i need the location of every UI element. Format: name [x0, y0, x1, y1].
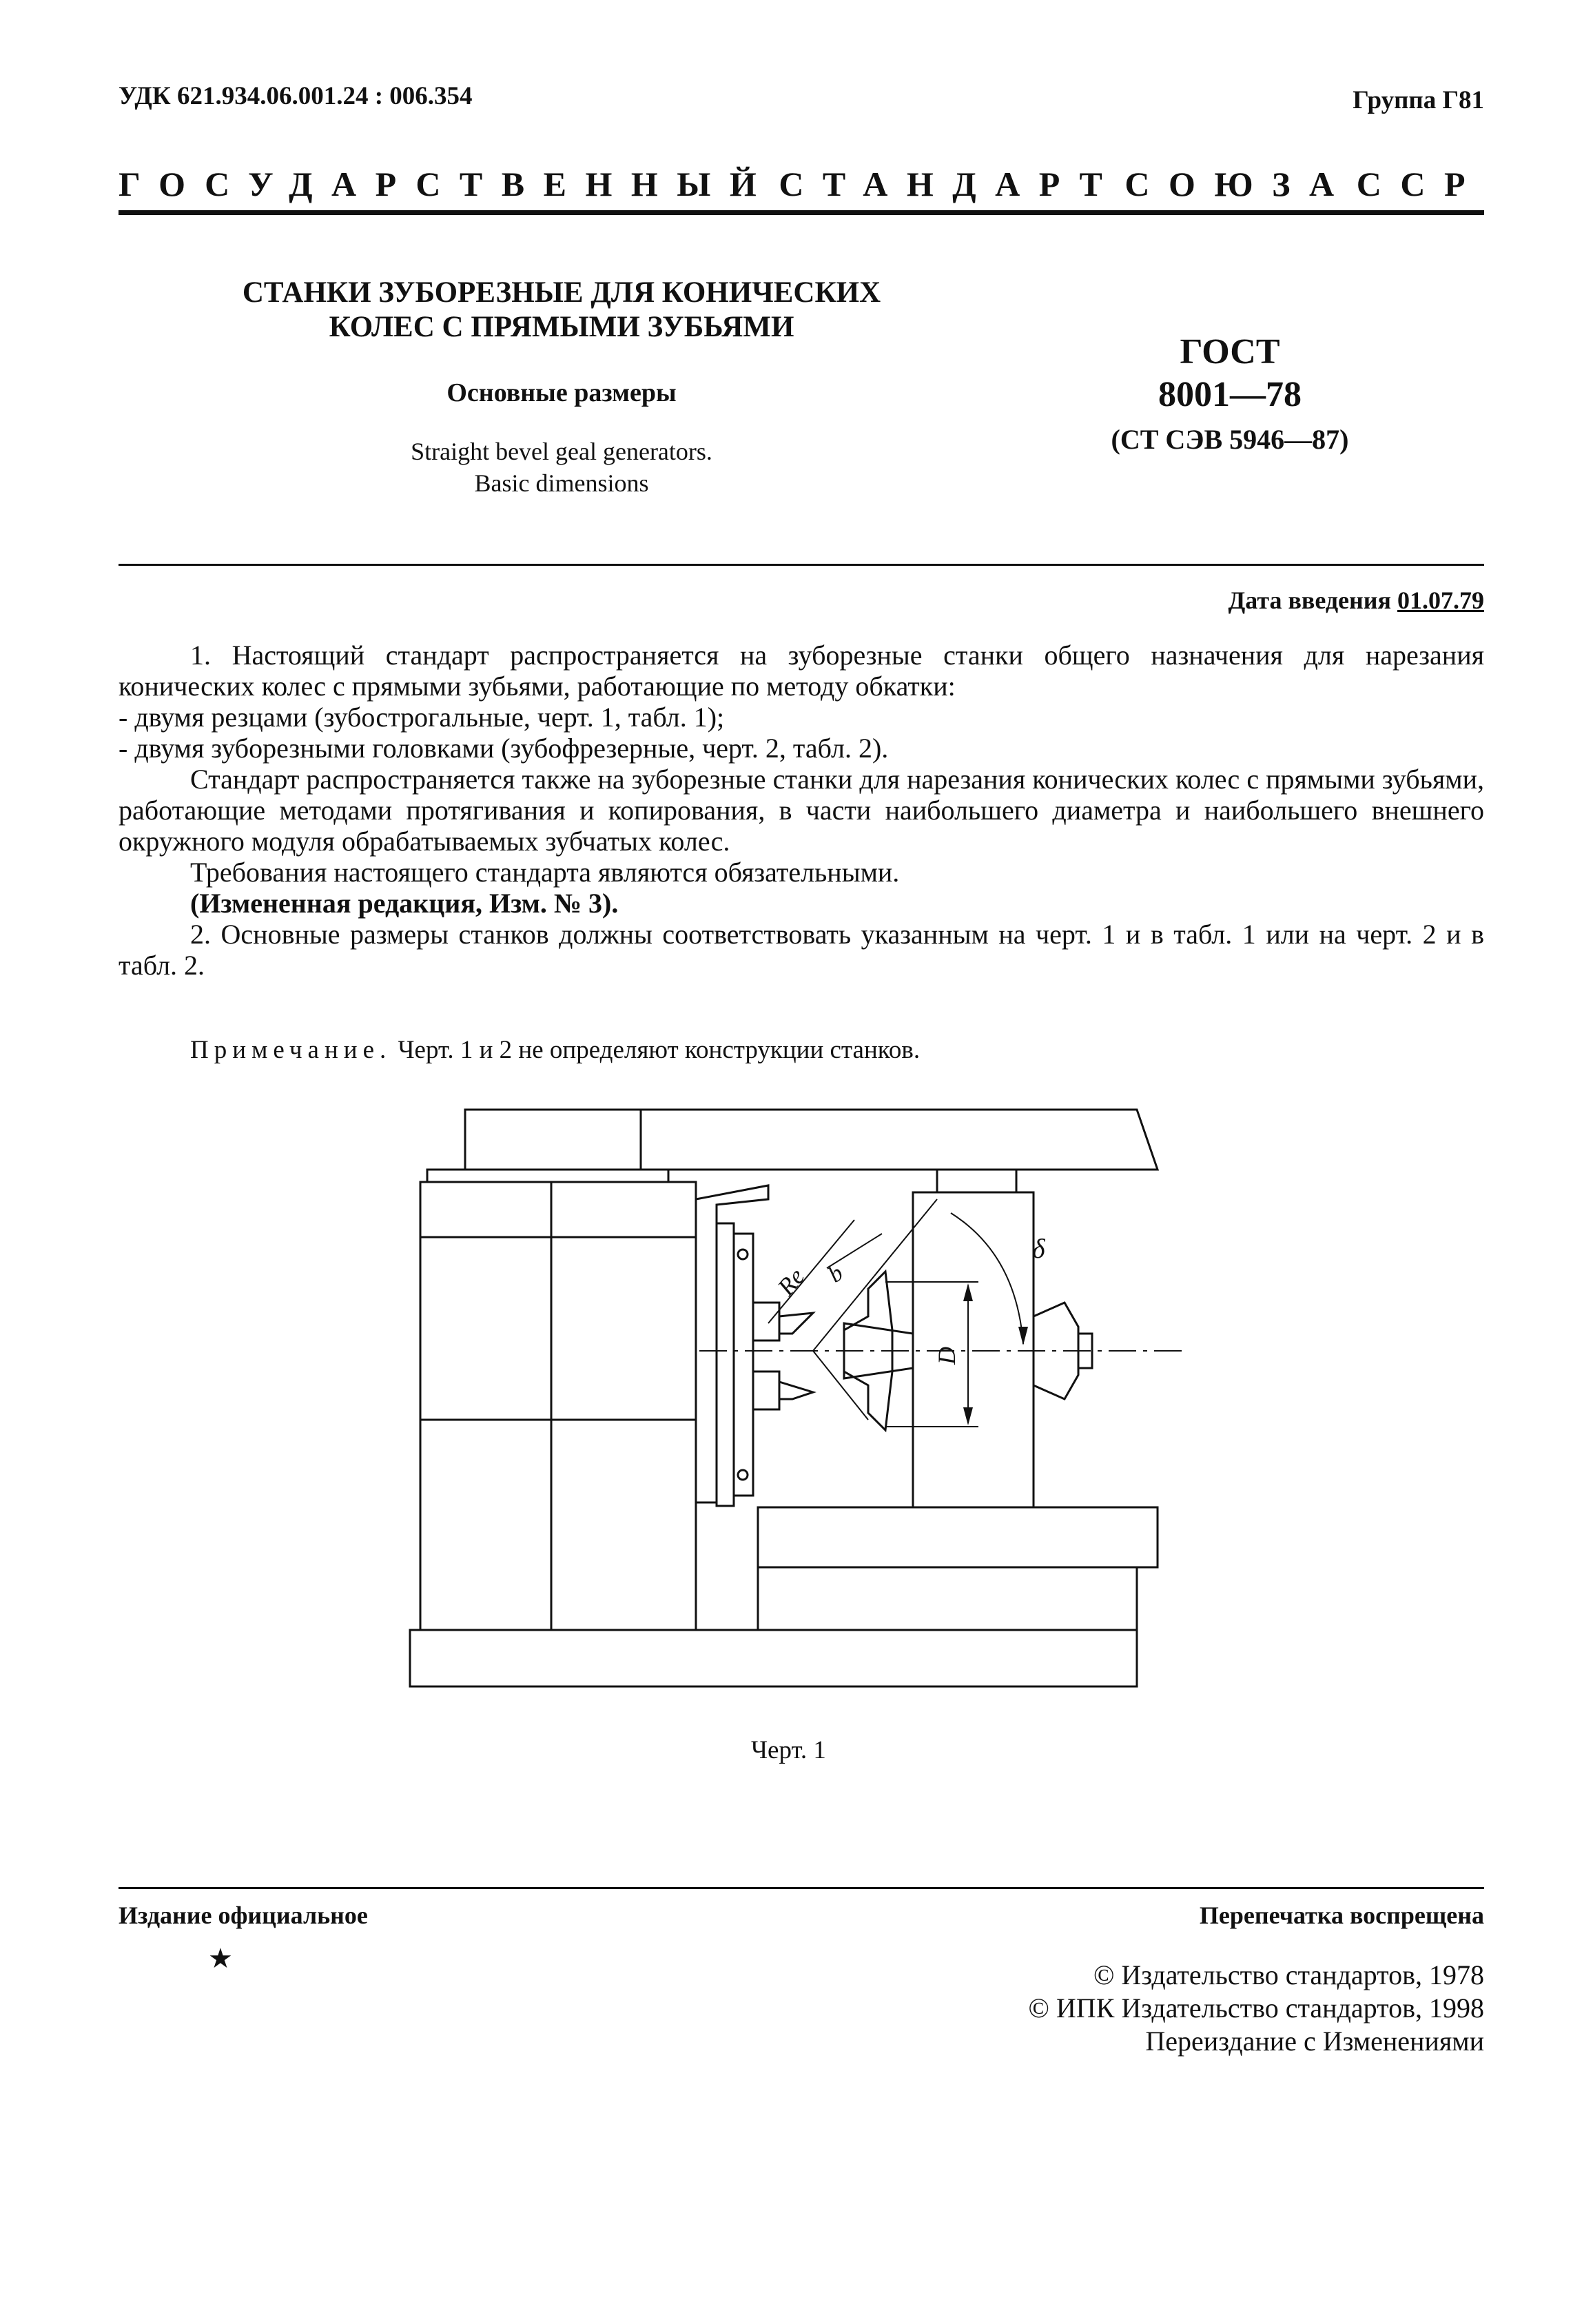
intro-date-label: Дата введения — [1228, 587, 1391, 614]
workhead-column — [913, 1192, 1034, 1507]
intro-date — [1229, 586, 1485, 615]
delta-arrow — [1018, 1327, 1028, 1345]
tool-slide-top — [753, 1303, 779, 1341]
cone-line-lower — [813, 1351, 868, 1420]
cradle-plate — [717, 1223, 734, 1506]
right-table — [758, 1507, 1158, 1567]
copyright-2: © ИПК Издательство стандартов, 1998 — [1028, 1992, 1484, 2024]
english-title — [207, 436, 916, 499]
d-arrow-top — [963, 1283, 973, 1301]
footer-rule — [119, 1887, 1484, 1889]
machine-drawing — [386, 1096, 1213, 1702]
note-label: Примечание. — [190, 1036, 392, 1064]
left-column — [420, 1182, 696, 1630]
document-subtitle: Основные размеры — [446, 378, 677, 407]
state-word: СТАНДАРТ — [779, 165, 1122, 203]
middle-rule — [119, 564, 1484, 566]
delta-angle-arc — [951, 1213, 1023, 1344]
paragraph-7: 2. Основные размеры станков должны соответствовать указанным на черт. 1 и в табл. 1 или на черт. 2 и в табл. 2. — [119, 919, 1484, 981]
tool-slide-bottom — [753, 1372, 779, 1409]
cutter-top — [779, 1313, 813, 1334]
title-line-2: КОЛЕС С ПРЯМЫМИ ЗУБЬЯМИ — [329, 311, 794, 343]
cradle-bracket — [696, 1185, 768, 1502]
cradle-body — [734, 1234, 753, 1496]
figure-caption: Черт. 1 — [751, 1736, 826, 1764]
title-line-1: СТАНКИ ЗУБОРЕЗНЫЕ ДЛЯ КОНИЧЕСКИХ — [242, 276, 881, 309]
gost-designation — [1034, 331, 1426, 456]
cutter-bottom — [779, 1382, 813, 1399]
note — [190, 1035, 920, 1065]
label-d: D — [933, 1347, 960, 1365]
workhead-cap — [937, 1170, 1016, 1192]
document-title — [207, 276, 916, 345]
bolt-bottom — [738, 1470, 748, 1480]
gost-label: ГОСТ — [1180, 332, 1280, 371]
bolt-top — [738, 1250, 748, 1259]
top-beam-right — [641, 1110, 1158, 1170]
intro-date-value: 01.07.79 — [1397, 587, 1484, 614]
group-code: Группа Г81 — [1353, 86, 1484, 114]
left-column-cap — [427, 1170, 668, 1182]
paragraph-1: 1. Настоящий стандарт распространяется на зуборезные станки общего назначения для нарезания конических колес с прямыми зубьями, работающие по методу обкатки: — [119, 640, 1484, 702]
copyright-1: © Издательство стандартов, 1978 — [1093, 1959, 1484, 1990]
state-word: СОЮЗА — [1124, 165, 1353, 203]
note-text: Черт. 1 и 2 не определяют конструкции станков. — [391, 1036, 921, 1064]
reprint-prohibited: Перепечатка воспрещена — [1199, 1902, 1484, 1929]
top-beam-left — [465, 1110, 641, 1170]
paragraph-3: - двумя зуборезными головками (зубофрезерные, черт. 2, табл. 2). — [119, 733, 889, 764]
machine-base — [410, 1630, 1137, 1686]
paragraph-4: Стандарт распространяется также на зуборезные станки для нарезания конических колес с прямыми зубьями, работающие методами протягивания и копирования, в части наибольшего диаметра и наибольшего внешнего окружного модуля обрабатываемых зубчатых колес. — [119, 764, 1484, 857]
star-icon: ★ — [208, 1943, 233, 1974]
paragraph-2: - двумя резцами (зубострогальные, черт. 1, табл. 1); — [119, 702, 725, 733]
label-b: b — [823, 1260, 848, 1288]
udk-code: УДК 621.934.06.001.24 : 006.354 — [119, 82, 473, 110]
paragraph-6-amendment: (Измененная редакция, Изм. № 3). — [190, 888, 619, 919]
state-word: ССР — [1356, 165, 1484, 203]
label-re: Re — [772, 1263, 810, 1301]
gost-sev: (СТ СЭВ 5946—87) — [1111, 424, 1349, 455]
english-title-line-1: Straight bevel geal generators. — [411, 438, 712, 465]
top-rule — [119, 210, 1484, 215]
d-arrow-bottom — [963, 1407, 973, 1425]
copyright-block — [1029, 1959, 1484, 2058]
official-edition: Издание официальное — [119, 1902, 368, 1929]
paragraph-5: Требования настоящего стандарта являются обязательными. — [190, 857, 900, 888]
gost-number: 8001—78 — [1158, 375, 1302, 414]
state-standard-heading — [119, 164, 1484, 204]
label-delta: δ — [1032, 1233, 1045, 1264]
body-text — [119, 640, 1484, 981]
reissue-note: Переиздание с Изменениями — [1145, 2026, 1484, 2057]
english-title-line-2: Basic dimensions — [474, 469, 649, 497]
state-word: ГОСУДАРСТВЕННЫЙ — [119, 165, 776, 203]
